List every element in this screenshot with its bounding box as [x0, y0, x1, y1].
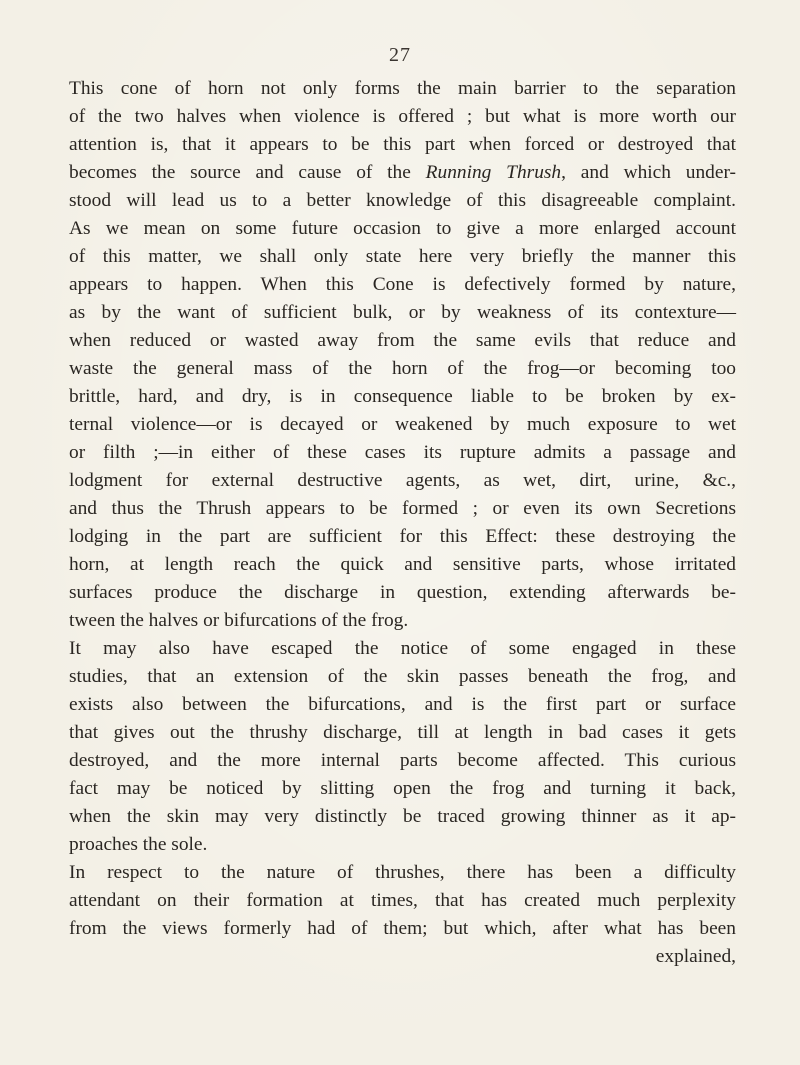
text-line: as by the want of sufficient bulk, or by weakness of its contexture— — [69, 302, 736, 323]
body-text — [69, 75, 736, 971]
text-line: tween the halves or bifurcations of the frog. — [69, 610, 409, 631]
text-line: when the skin may very distinctly be traced growing thinner as it ap- — [69, 806, 736, 827]
text-line: ternal violence—or is decayed or weakened by much exposure to wet — [69, 414, 736, 435]
text-line: attendant on their formation at times, that has created much perplexity — [69, 890, 736, 911]
text-line: destroyed, and the more internal parts become affected. This curious — [69, 750, 736, 771]
text-line: lodging in the part are sufficient for this Effect: these destroying the — [69, 526, 736, 547]
text-line: when reduced or wasted away from the same evils that reduce and — [69, 330, 736, 351]
text-line: brittle, hard, and dry, is in consequence liable to be broken by ex- — [69, 386, 736, 407]
text-line: stood will lead us to a better knowledge of this disagreeable complaint. — [69, 190, 736, 211]
text-line: fact may be noticed by slitting open the frog and turning it back, — [69, 778, 736, 799]
text-line — [69, 159, 736, 187]
text-line: horn, at length reach the quick and sensitive parts, whose irritated — [69, 554, 736, 575]
italic-term: Running Thrush — [425, 162, 562, 183]
text-segment: , and which under- — [561, 162, 736, 183]
text-line: lodgment for external destructive agents, as wet, dirt, urine, &c., — [69, 470, 736, 491]
text-line: and thus the Thrush appears to be formed ; or even its own Secretions — [69, 498, 736, 519]
text-line: of this matter, we shall only state here very briefly the manner this — [69, 246, 736, 267]
text-line: waste the general mass of the horn of the frog—or becoming too — [69, 358, 736, 379]
text-segment: becomes the source and cause of the — [69, 162, 426, 183]
text-line: of the two halves when violence is offered ; but what is more worth our — [69, 106, 736, 127]
text-line: from the views formerly had of them; but which, after what has been — [69, 918, 736, 939]
text-line: In respect to the nature of thrushes, there has been a difficulty — [69, 862, 736, 883]
text-line: surfaces produce the discharge in question, extending afterwards be- — [69, 582, 736, 603]
page-number: 27 — [389, 44, 411, 66]
text-line: or filth ;—in either of these cases its rupture admits a passage and — [69, 442, 736, 463]
text-line: This cone of horn not only forms the main barrier to the separation — [69, 78, 736, 99]
text-line: studies, that an extension of the skin passes beneath the frog, and — [69, 666, 736, 687]
catchword: explained, — [655, 946, 736, 967]
text-line: As we mean on some future occasion to give a more enlarged account — [69, 218, 736, 239]
text-line: that gives out the thrushy discharge, till at length in bad cases it gets — [69, 722, 736, 743]
text-line: It may also have escaped the notice of some engaged in these — [69, 638, 736, 659]
text-line: proaches the sole. — [69, 834, 208, 855]
text-line: exists also between the bifurcations, and is the first part or surface — [69, 694, 736, 715]
text-line: appears to happen. When this Cone is defectively formed by nature, — [69, 274, 736, 295]
text-line: attention is, that it appears to be this part when forced or destroyed that — [69, 134, 736, 155]
